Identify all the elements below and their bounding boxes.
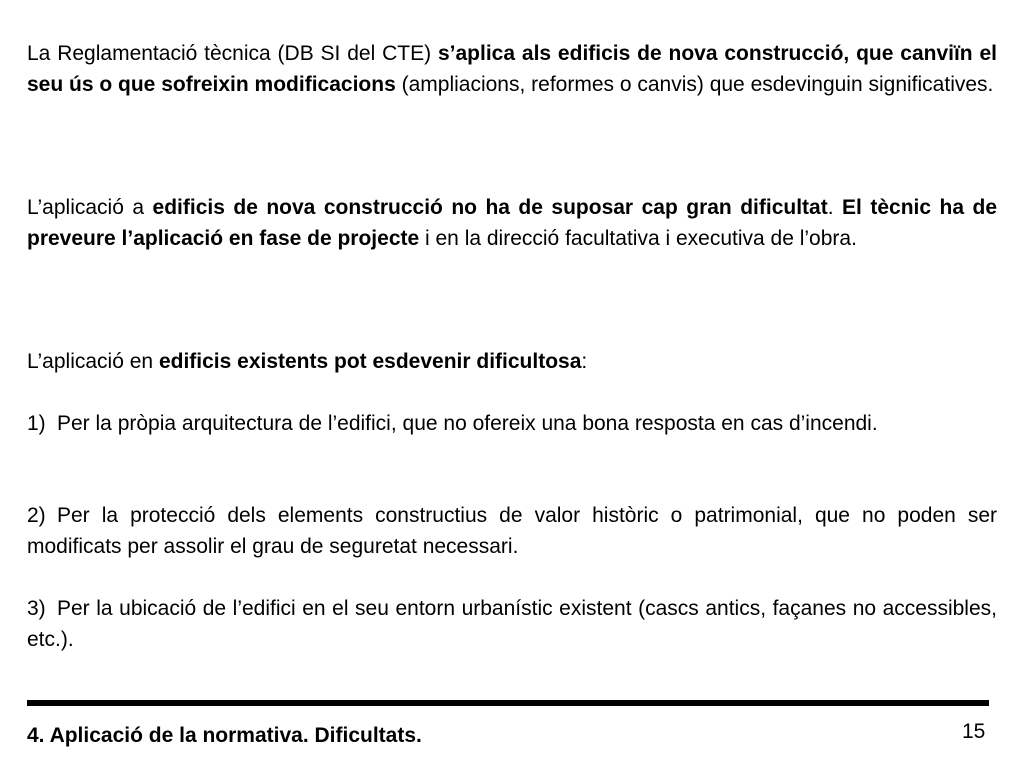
- list-item: [27, 500, 997, 562]
- list-item-text: Per la ubicació de l’edifici en el seu entorn urbanístic existent (cascs antics, façanes no accessibles, etc.).: [27, 597, 997, 651]
- paragraph-text: (ampliacions, reformes o canvis) que esdevinguin significatives.: [395, 73, 994, 96]
- paragraph-text: L’aplicació a: [27, 196, 153, 219]
- paragraph-bold-text: edificis existents pot esdevenir dificultosa: [158, 350, 582, 373]
- paragraph-text: .: [827, 196, 843, 219]
- list-item-text: Per la protecció dels elements constructius de valor històric o patrimonial, que no poden ser modificats per assolir el grau de seguretat necessari.: [27, 504, 997, 558]
- paragraph-text: L’aplicació en: [27, 350, 159, 373]
- paragraph-new-buildings: [27, 192, 997, 254]
- footer-divider: [27, 700, 989, 706]
- page-number: 15: [962, 720, 986, 743]
- list-item-number: 1): [27, 412, 46, 435]
- paragraph-bold-text: edificis de nova construcció no ha de suposar cap gran dificultat: [152, 196, 828, 219]
- paragraph-text: La Reglamentació tècnica (DB SI del CTE): [27, 42, 438, 65]
- paragraph-regulation-scope: [27, 38, 997, 100]
- list-item: [27, 593, 997, 655]
- paragraph-bold-text: s’aplica als edificis de nova construcció, que canviïn el seu ús o que sofreixin modificacions: [27, 42, 998, 96]
- list-item: [27, 408, 997, 439]
- paragraph-bold-text: El tècnic ha de preveure l’aplicació en fase de projecte: [27, 196, 997, 250]
- footer-section-title: 4. Aplicació de la normativa. Dificultats.: [27, 724, 422, 747]
- list-item-text: Per la pròpia arquitectura de l’edifici, que no ofereix una bona resposta en cas d’incendi.: [57, 412, 878, 435]
- paragraph-existing-buildings: [27, 346, 997, 377]
- paragraph-text: i en la direcció facultativa i executiva de l’obra.: [419, 227, 857, 250]
- list-item-number: 2): [27, 504, 46, 527]
- paragraph-text: :: [581, 350, 588, 373]
- list-item-number: 3): [27, 597, 46, 620]
